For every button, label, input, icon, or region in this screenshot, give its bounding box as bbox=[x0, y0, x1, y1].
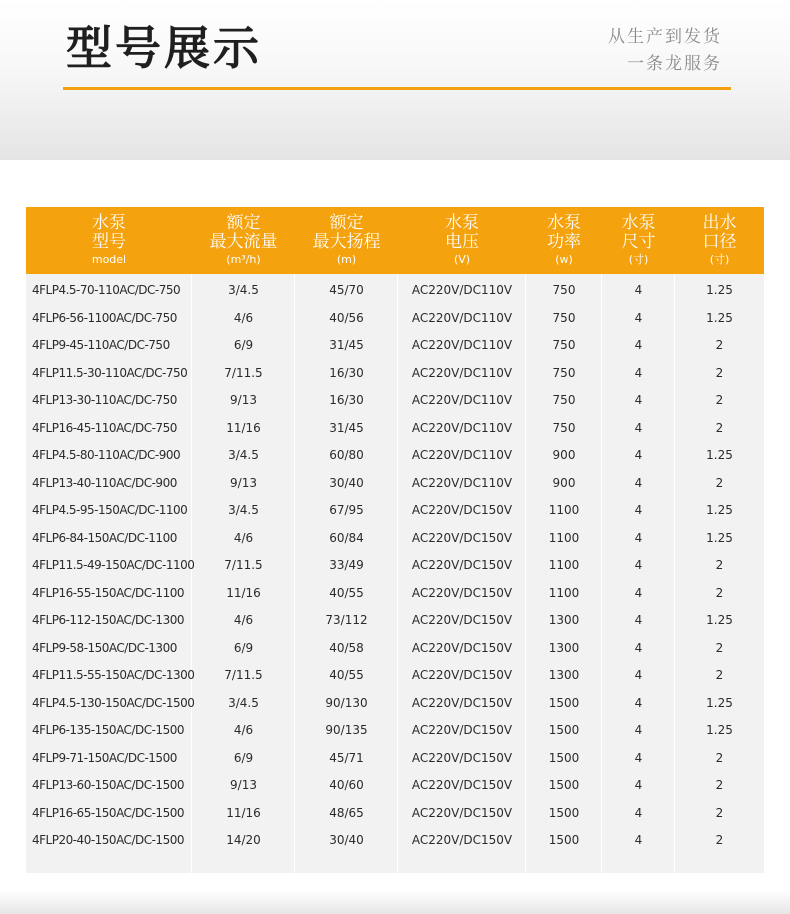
cell-outlet: 1.25 bbox=[706, 613, 733, 627]
cell-power: 750 bbox=[552, 338, 576, 352]
cell-outlet: 2 bbox=[715, 833, 724, 847]
column-header-label: 水泵 功率 bbox=[547, 213, 581, 252]
cell-power: 1500 bbox=[548, 778, 580, 792]
cell-model: 4FLP9-58-150AC/DC-1300 bbox=[32, 640, 177, 655]
slogan bbox=[608, 24, 722, 78]
cell-size: 4 bbox=[634, 613, 643, 627]
cell-size: 4 bbox=[634, 283, 643, 297]
cell-max-head: 67/95 bbox=[329, 503, 364, 517]
cell-outlet: 2 bbox=[715, 393, 724, 407]
cell-max-flow: 9/13 bbox=[230, 778, 257, 792]
cell-max-head: 33/49 bbox=[329, 558, 364, 572]
cell-outlet: 1.25 bbox=[706, 530, 733, 545]
cell-model: 4FLP11.5-55-150AC/DC-1300 bbox=[32, 668, 195, 682]
cell-voltage: AC220V/DC150V bbox=[411, 585, 513, 600]
cell-model: 4FLP6-112-150AC/DC-1300 bbox=[32, 613, 184, 627]
cell-power: 1500 bbox=[548, 805, 580, 820]
cell-model: 4FLP11.5-49-150AC/DC-1100 bbox=[32, 558, 195, 572]
cell-max-head: 16/30 bbox=[329, 393, 364, 407]
cell-outlet: 1.25 bbox=[706, 283, 733, 297]
column-header-label: 额定 最大扬程 bbox=[312, 213, 381, 252]
page-title: 型号展示 bbox=[66, 21, 262, 75]
cell-outlet: 1.25 bbox=[706, 503, 733, 517]
table-body bbox=[26, 277, 764, 855]
column-header-unit: model bbox=[91, 253, 127, 266]
cell-model: 4FLP4.5-130-150AC/DC-1500 bbox=[32, 695, 195, 710]
cell-outlet: 2 bbox=[715, 558, 724, 572]
cell-max-flow: 3/4.5 bbox=[228, 283, 259, 297]
column-header-outlet bbox=[675, 207, 764, 274]
cell-power: 900 bbox=[552, 448, 576, 462]
cell-voltage: AC220V/DC150V bbox=[411, 695, 513, 710]
cell-size: 4 bbox=[634, 310, 643, 325]
column-header-unit: (寸) bbox=[628, 253, 649, 266]
cell-voltage: AC220V/DC110V bbox=[411, 365, 513, 380]
cell-max-flow: 6/9 bbox=[233, 750, 254, 765]
cell-size: 4 bbox=[634, 695, 643, 710]
cell-max-head: 90/135 bbox=[325, 723, 368, 737]
cell-max-head: 40/55 bbox=[329, 585, 364, 600]
cell-power: 1300 bbox=[548, 640, 580, 655]
cell-power: 750 bbox=[552, 365, 576, 380]
table-header bbox=[26, 207, 764, 274]
cell-max-flow: 4/6 bbox=[233, 310, 254, 325]
cell-size: 4 bbox=[634, 585, 643, 600]
column-header-unit: (m³/h) bbox=[226, 253, 261, 266]
cell-size: 4 bbox=[634, 723, 643, 737]
cell-max-head: 60/84 bbox=[329, 530, 364, 545]
cell-max-flow: 11/16 bbox=[226, 585, 261, 600]
cell-power: 1500 bbox=[548, 695, 580, 710]
column-header-label: 水泵 尺寸 bbox=[621, 213, 656, 252]
cell-model: 4FLP16-55-150AC/DC-1100 bbox=[32, 585, 184, 600]
cell-voltage: AC220V/DC150V bbox=[411, 723, 513, 737]
cell-voltage: AC220V/DC110V bbox=[411, 283, 513, 297]
cell-voltage: AC220V/DC110V bbox=[411, 338, 513, 352]
table-row bbox=[26, 635, 764, 663]
cell-outlet: 2 bbox=[715, 585, 724, 600]
column-header-label: 额定 最大流量 bbox=[209, 213, 278, 252]
title-underline bbox=[63, 87, 731, 90]
slogan-line-2: 一条龙服务 bbox=[627, 54, 722, 74]
cell-size: 4 bbox=[634, 805, 643, 820]
cell-size: 4 bbox=[634, 365, 643, 380]
cell-size: 4 bbox=[634, 558, 643, 572]
cell-max-head: 30/40 bbox=[329, 833, 364, 847]
cell-size: 4 bbox=[634, 750, 643, 765]
cell-model: 4FLP9-71-150AC/DC-1500 bbox=[32, 750, 177, 765]
cell-max-flow: 4/6 bbox=[233, 613, 254, 627]
cell-voltage: AC220V/DC110V bbox=[411, 310, 513, 325]
cell-size: 4 bbox=[634, 448, 643, 462]
column-header-unit: (寸) bbox=[709, 253, 730, 266]
cell-model: 4FLP4.5-80-110AC/DC-900 bbox=[32, 448, 181, 462]
column-header-power bbox=[526, 207, 602, 274]
table-row bbox=[26, 607, 764, 635]
cell-model: 4FLP13-40-110AC/DC-900 bbox=[32, 475, 177, 490]
cell-power: 1300 bbox=[548, 613, 580, 627]
cell-max-flow: 6/9 bbox=[233, 640, 254, 655]
cell-max-flow: 7/11.5 bbox=[224, 365, 263, 380]
cell-power: 1100 bbox=[548, 558, 580, 572]
table-row bbox=[26, 580, 764, 608]
cell-voltage: AC220V/DC150V bbox=[411, 530, 513, 545]
cell-max-head: 45/71 bbox=[329, 750, 364, 765]
cell-model: 4FLP6-135-150AC/DC-1500 bbox=[32, 723, 184, 737]
table-row bbox=[26, 497, 764, 525]
table-row bbox=[26, 800, 764, 828]
cell-power: 750 bbox=[552, 420, 576, 435]
cell-voltage: AC220V/DC150V bbox=[411, 668, 513, 682]
table-row bbox=[26, 690, 764, 718]
cell-size: 4 bbox=[634, 640, 643, 655]
cell-voltage: AC220V/DC150V bbox=[411, 613, 513, 627]
cell-voltage: AC220V/DC110V bbox=[411, 448, 513, 462]
cell-voltage: AC220V/DC150V bbox=[411, 750, 513, 765]
cell-model: 4FLP16-65-150AC/DC-1500 bbox=[32, 805, 184, 820]
table-row bbox=[26, 717, 764, 745]
cell-model: 4FLP4.5-70-110AC/DC-750 bbox=[32, 283, 181, 297]
cell-max-head: 40/56 bbox=[329, 310, 364, 325]
cell-model: 4FLP11.5-30-110AC/DC-750 bbox=[32, 365, 188, 380]
cell-outlet: 2 bbox=[715, 805, 724, 820]
cell-power: 1300 bbox=[548, 668, 580, 682]
cell-outlet: 1.25 bbox=[706, 723, 733, 737]
column-header-model bbox=[26, 207, 192, 274]
column-header-max-head bbox=[295, 207, 398, 274]
cell-size: 4 bbox=[634, 833, 643, 847]
cell-max-flow: 3/4.5 bbox=[228, 695, 259, 710]
cell-outlet: 2 bbox=[715, 668, 724, 682]
cell-power: 1100 bbox=[548, 503, 580, 517]
column-header-unit: (V) bbox=[453, 253, 471, 266]
cell-power: 1100 bbox=[548, 530, 580, 545]
cell-max-head: 45/70 bbox=[329, 283, 364, 297]
cell-model: 4FLP6-56-1100AC/DC-750 bbox=[32, 310, 177, 325]
cell-max-flow: 3/4.5 bbox=[228, 503, 259, 517]
cell-max-head: 73/112 bbox=[325, 613, 368, 627]
cell-power: 750 bbox=[552, 310, 576, 325]
table-row bbox=[26, 525, 764, 553]
cell-max-flow: 9/13 bbox=[230, 475, 257, 490]
cell-max-flow: 4/6 bbox=[233, 723, 254, 737]
cell-power: 1100 bbox=[548, 585, 580, 600]
cell-size: 4 bbox=[634, 393, 643, 407]
cell-model: 4FLP13-30-110AC/DC-750 bbox=[32, 393, 177, 407]
cell-outlet: 2 bbox=[715, 750, 724, 765]
cell-voltage: AC220V/DC110V bbox=[411, 420, 513, 435]
table-row bbox=[26, 305, 764, 333]
table-row bbox=[26, 470, 764, 498]
cell-max-flow: 14/20 bbox=[226, 833, 261, 847]
cell-power: 750 bbox=[552, 393, 576, 407]
table-row bbox=[26, 442, 764, 470]
cell-model: 4FLP6-84-150AC/DC-1100 bbox=[32, 530, 177, 545]
slogan-line-1: 从生产到发货 bbox=[608, 27, 722, 47]
cell-size: 4 bbox=[634, 668, 643, 682]
cell-voltage: AC220V/DC150V bbox=[411, 778, 513, 792]
cell-power: 1500 bbox=[548, 750, 580, 765]
cell-max-head: 90/130 bbox=[325, 695, 368, 710]
cell-model: 4FLP13-60-150AC/DC-1500 bbox=[32, 778, 184, 792]
cell-voltage: AC220V/DC110V bbox=[411, 393, 513, 407]
cell-outlet: 2 bbox=[715, 338, 724, 352]
cell-power: 750 bbox=[552, 283, 576, 297]
table-row bbox=[26, 827, 764, 855]
table-row bbox=[26, 277, 764, 305]
column-header-voltage bbox=[398, 207, 526, 274]
cell-model: 4FLP4.5-95-150AC/DC-1100 bbox=[32, 503, 188, 517]
column-header-unit: (m) bbox=[336, 253, 357, 266]
cell-voltage: AC220V/DC150V bbox=[411, 805, 513, 820]
cell-voltage: AC220V/DC150V bbox=[411, 558, 513, 572]
cell-max-head: 48/65 bbox=[329, 805, 364, 820]
column-header-label: 水泵 电压 bbox=[445, 213, 479, 252]
cell-outlet: 2 bbox=[715, 778, 724, 792]
cell-max-head: 40/55 bbox=[329, 668, 364, 682]
cell-outlet: 2 bbox=[715, 475, 724, 490]
cell-power: 1500 bbox=[548, 723, 580, 737]
table-row bbox=[26, 360, 764, 388]
cell-model: 4FLP16-45-110AC/DC-750 bbox=[32, 420, 177, 435]
cell-size: 4 bbox=[634, 338, 643, 352]
cell-max-head: 60/80 bbox=[329, 448, 364, 462]
column-header-size bbox=[602, 207, 675, 274]
column-header-max-flow bbox=[192, 207, 295, 274]
cell-max-head: 30/40 bbox=[329, 475, 364, 490]
table-row bbox=[26, 332, 764, 360]
cell-max-head: 40/58 bbox=[329, 640, 364, 655]
cell-max-head: 31/45 bbox=[329, 420, 364, 435]
cell-max-head: 16/30 bbox=[329, 365, 364, 380]
cell-size: 4 bbox=[634, 475, 643, 490]
table-row bbox=[26, 772, 764, 800]
table-row bbox=[26, 415, 764, 443]
cell-max-flow: 9/13 bbox=[230, 393, 257, 407]
cell-size: 4 bbox=[634, 778, 643, 792]
cell-model: 4FLP20-40-150AC/DC-1500 bbox=[32, 833, 184, 847]
cell-voltage: AC220V/DC150V bbox=[411, 833, 513, 847]
cell-size: 4 bbox=[634, 420, 643, 435]
cell-voltage: AC220V/DC150V bbox=[411, 640, 513, 655]
table-row bbox=[26, 387, 764, 415]
cell-max-flow: 7/11.5 bbox=[224, 558, 263, 572]
cell-power: 1500 bbox=[548, 833, 580, 847]
cell-max-flow: 6/9 bbox=[233, 338, 254, 352]
cell-size: 4 bbox=[634, 530, 643, 545]
cell-size: 4 bbox=[634, 503, 643, 517]
cell-model: 4FLP9-45-110AC/DC-750 bbox=[32, 338, 170, 352]
cell-outlet: 1.25 bbox=[706, 310, 733, 325]
cell-outlet: 2 bbox=[715, 640, 724, 655]
table-row bbox=[26, 745, 764, 773]
cell-max-flow: 3/4.5 bbox=[228, 448, 259, 462]
column-header-label: 水泵 型号 bbox=[92, 213, 126, 252]
table-row bbox=[26, 552, 764, 580]
cell-max-head: 31/45 bbox=[329, 338, 364, 352]
cell-outlet: 2 bbox=[715, 420, 724, 435]
cell-max-flow: 7/11.5 bbox=[224, 668, 263, 682]
cell-voltage: AC220V/DC110V bbox=[411, 475, 513, 490]
cell-max-flow: 4/6 bbox=[233, 530, 254, 545]
cell-max-flow: 11/16 bbox=[226, 805, 261, 820]
column-header-label: 出水 口径 bbox=[702, 213, 737, 252]
cell-outlet: 1.25 bbox=[706, 695, 733, 710]
table-row bbox=[26, 662, 764, 690]
cell-voltage: AC220V/DC150V bbox=[411, 503, 513, 517]
cell-max-flow: 11/16 bbox=[226, 420, 261, 435]
footer-band bbox=[0, 890, 790, 914]
cell-power: 900 bbox=[552, 475, 576, 490]
cell-outlet: 2 bbox=[715, 365, 724, 380]
cell-max-head: 40/60 bbox=[329, 778, 364, 792]
column-header-unit: (w) bbox=[555, 253, 573, 266]
cell-outlet: 1.25 bbox=[706, 448, 733, 462]
